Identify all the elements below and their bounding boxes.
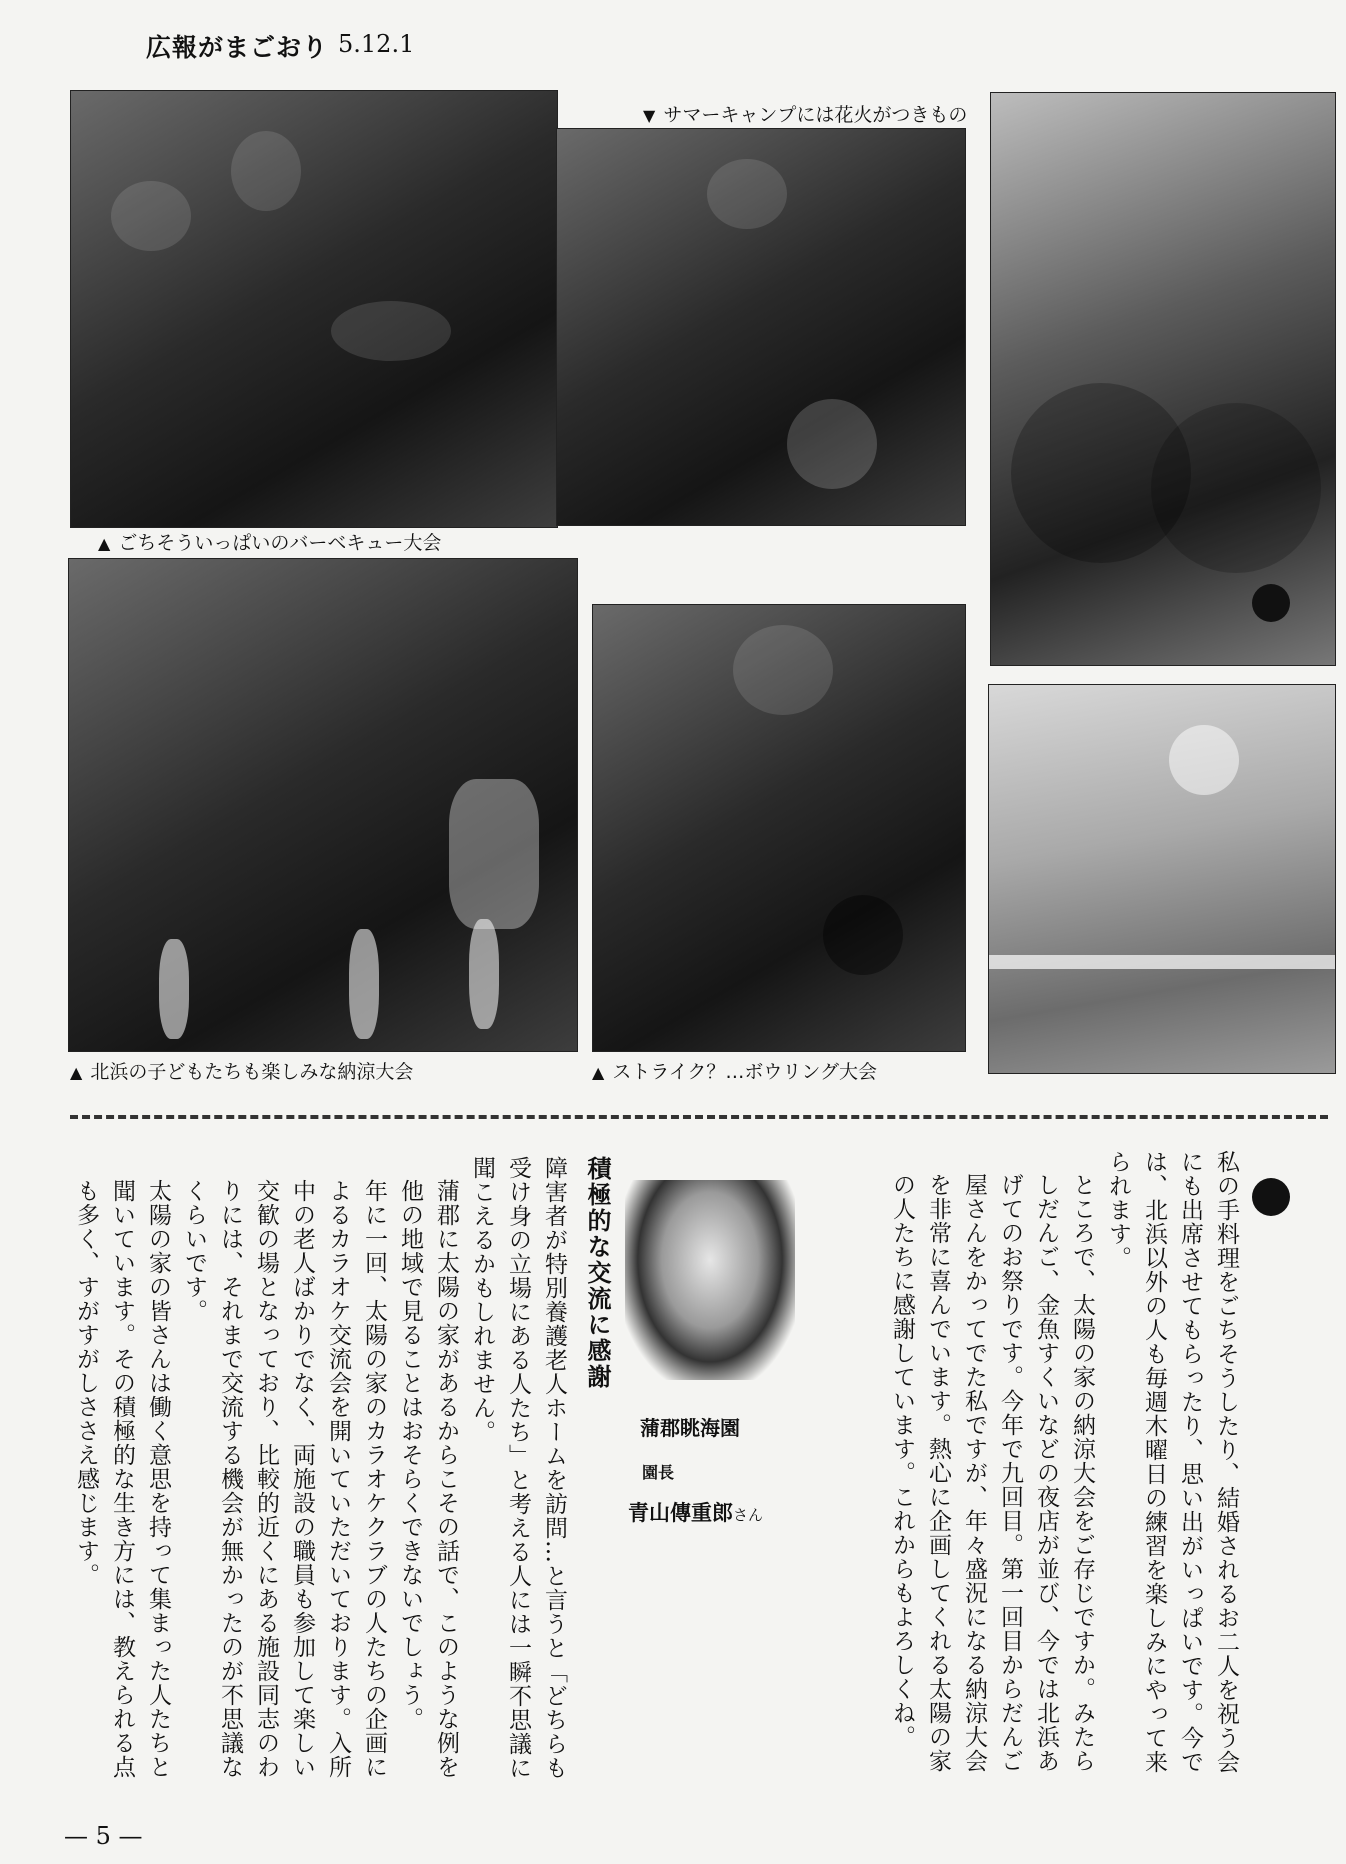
photo-hurdle-race <box>988 684 1336 1074</box>
author-organization: 蒲郡眺海園 <box>640 1416 740 1440</box>
section-divider <box>70 1115 1328 1119</box>
article-left-body <box>66 1156 572 1788</box>
caption-summer-camp: ▼ サマーキャンプには花火がつきもの <box>643 104 968 126</box>
photo-summer-camp <box>556 128 966 526</box>
photo-cool-festival <box>68 558 578 1052</box>
article-right-paragraph: 私の手料理をごちそうしたり、結婚されるお二人を祝う会にも出席させてもらったり、思い出がいっぱいです。今では、北浜以外の人も毎週木曜日の練習を楽しみにやって来られます。 <box>1105 1150 1239 1774</box>
newsletter-title: 広報がまごおり <box>146 33 329 62</box>
bullet-dot-upper <box>1252 584 1290 622</box>
article-left-heading: 積極的な交流に感謝 <box>583 1156 611 1390</box>
author-name: 青山傳重郎さん <box>628 1501 764 1525</box>
photo-bowling <box>592 604 966 1052</box>
up-triangle-icon: ▲ <box>98 534 111 553</box>
author-role: 園長 <box>642 1463 675 1482</box>
issue-date: 5.12.1 <box>338 30 415 58</box>
up-triangle-icon: ▲ <box>592 1063 605 1082</box>
article-left-paragraph: 年に一回、太陽の家のカラオケクラブの人たちの企画によるカラオケ交流会を開いていただいております。入所中の老人ばかりでなく、両施設の職員も参加して楽しい交歓の場となっており、比較的近くにある施設同志のわりには、それまで交流する機会が無かったのが不思議なくらいです。 <box>181 1179 387 1779</box>
caption-cool-festival: ▲ 北浜の子どもたちも楽しみな納涼大会 <box>70 1061 414 1083</box>
down-triangle-icon: ▼ <box>643 106 656 125</box>
photo-wheelchair-race <box>990 92 1336 666</box>
bullet-dot-article <box>1252 1178 1290 1216</box>
portrait-photo <box>625 1180 795 1380</box>
caption-bowling: ▲ ストライク？…ボウリング大会 <box>592 1061 877 1083</box>
article-left-paragraph: 障害者が特別養護老人ホームを訪問…と言うと「どちらも受け身の立場にある人たち」と考える人には一瞬不思議に聞こえるかもしれません。 <box>469 1156 567 1780</box>
photo-barbecue <box>70 90 558 528</box>
article-left-paragraph: 蒲郡に太陽の家があるからこその話で、このような例を他の地域で見ることはおそらくできないでしょう。 <box>397 1179 459 1779</box>
caption-barbecue: ▲ ごちそういっぱいのバーベキュー大会 <box>98 532 442 554</box>
up-triangle-icon: ▲ <box>70 1063 83 1082</box>
page-number: — 5 — <box>64 1822 143 1850</box>
article-left-paragraph: 太陽の家の皆さんは働く意思を持って集まった人たちと聞いています。その積極的な生き方には、教えられる点も多く、すがすがしささえ感じます。 <box>73 1179 171 1779</box>
article-right-body <box>852 1150 1244 1790</box>
article-right-paragraph: ところで、太陽の家の納涼大会をご存じですか。みたらしだんご、金魚すくいなどの夜店が並び、今では北浜あげてのお祭りです。今年で九回目。第一回目からだんご屋さんをかってでた私ですが、年々盛況になる納涼大会を非常に喜んでいます。熱心に企画してくれる太陽の家の人たちに感謝しています。これからもよろしくね。 <box>889 1173 1095 1773</box>
